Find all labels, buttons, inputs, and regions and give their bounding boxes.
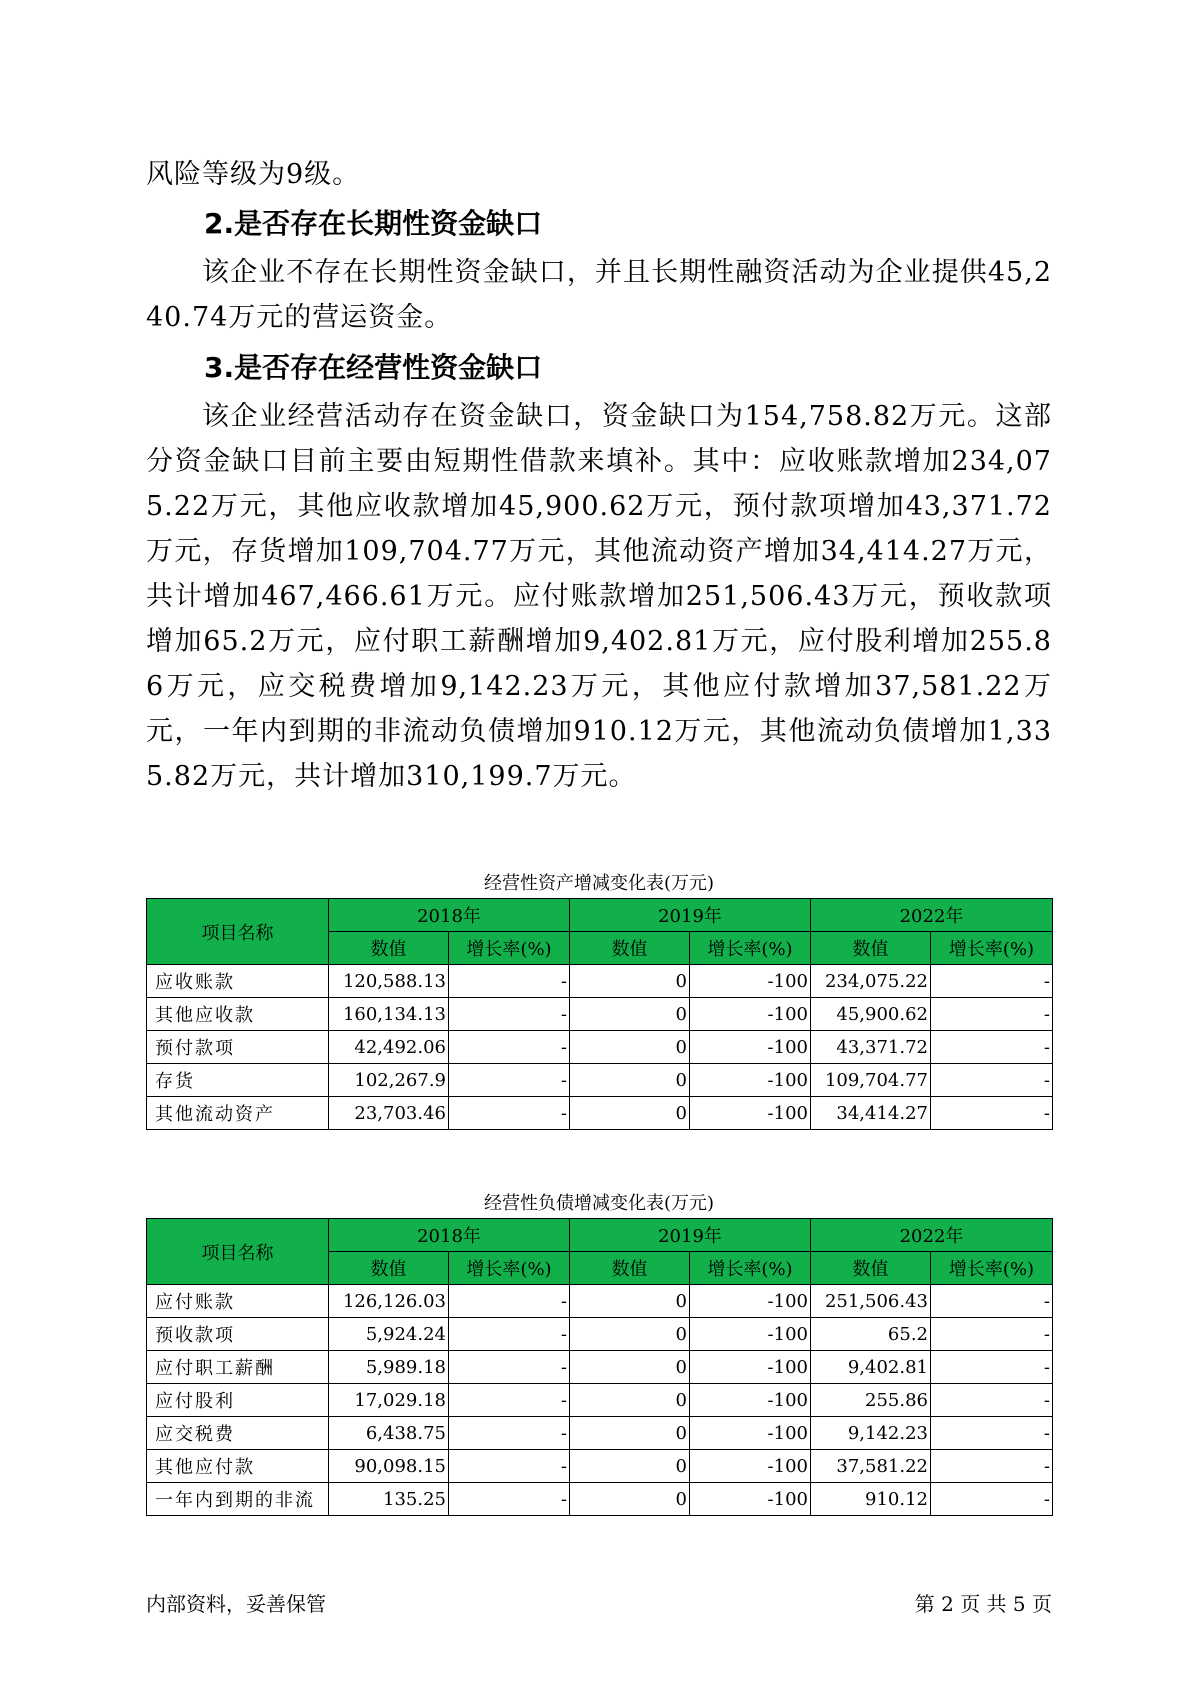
cell-value-2022: 37,581.22 bbox=[811, 1450, 931, 1483]
cell-growth-2018: - bbox=[449, 1384, 570, 1417]
cell-value-2019: 0 bbox=[570, 1450, 690, 1483]
paragraph-operating-gap: 该企业经营活动存在资金缺口，资金缺口为154,758.82万元。这部分资金缺口目前主要由短期性借款来填补。其中：应收账款增加234,075.22万元，其他应收款增加45,900.62万元，预付款项增加43,371.72万元，存货增加109,704.77万元，其他流动资产增加34,414.27万元，共计增加467,466.61万元。应付账款增加251,506.43万元，预收款项增加65.2万元，应付职工薪酬增加9,402.81万元，应付股利增加255.86万元，应交税费增加9,142.23万元，其他应付款增加37,581.22万元，一年内到期的非流动负债增加910.12万元，其他流动负债增加1,335.82万元，共计增加310,199.7万元。 bbox=[146, 401, 1052, 792]
table-row bbox=[147, 1031, 1053, 1064]
cell-value-2019: 0 bbox=[570, 1384, 690, 1417]
cell-growth-2018: - bbox=[449, 1351, 570, 1384]
cell-value-2022: 45,900.62 bbox=[811, 998, 931, 1031]
cell-growth-2022: - bbox=[931, 1318, 1053, 1351]
header-value: 数值 bbox=[329, 1252, 449, 1285]
cell-value-2022: 251,506.43 bbox=[811, 1285, 931, 1318]
table-row bbox=[147, 1450, 1053, 1483]
header-year-2022: 2022年 bbox=[811, 899, 1053, 932]
cell-growth-2018: - bbox=[449, 1417, 570, 1450]
header-growth: 增长率(%) bbox=[690, 932, 811, 965]
header-value: 数值 bbox=[570, 1252, 690, 1285]
heading-operating-gap: 3.是否存在经营性资金缺口 bbox=[204, 351, 543, 384]
cell-item-name: 应交税费 bbox=[147, 1417, 329, 1450]
table-row bbox=[147, 1097, 1053, 1130]
cell-value-2019: 0 bbox=[570, 1318, 690, 1351]
table-row bbox=[147, 1483, 1053, 1516]
table-row bbox=[147, 1351, 1053, 1384]
cell-value-2019: 0 bbox=[570, 998, 690, 1031]
cell-item-name: 其他流动资产 bbox=[147, 1097, 329, 1130]
cell-value-2022: 9,402.81 bbox=[811, 1351, 931, 1384]
cell-growth-2019: -100 bbox=[690, 1450, 811, 1483]
cell-growth-2022: - bbox=[931, 1417, 1053, 1450]
cell-item-name: 其他应收款 bbox=[147, 998, 329, 1031]
paragraph-long-term-gap: 该企业不存在长期性资金缺口，并且长期性融资活动为企业提供45,240.74万元的营运资金。 bbox=[146, 257, 1052, 333]
cell-growth-2019: -100 bbox=[690, 1064, 811, 1097]
cell-growth-2018: - bbox=[449, 998, 570, 1031]
footer-confidential-note: 内部资料，妥善保管 bbox=[146, 1592, 326, 1616]
cell-value-2022: 234,075.22 bbox=[811, 965, 931, 998]
table-row bbox=[147, 998, 1053, 1031]
cell-growth-2018: - bbox=[449, 1031, 570, 1064]
header-growth: 增长率(%) bbox=[931, 1252, 1053, 1285]
header-growth: 增长率(%) bbox=[690, 1252, 811, 1285]
cell-item-name: 应付职工薪酬 bbox=[147, 1351, 329, 1384]
cell-growth-2018: - bbox=[449, 1483, 570, 1516]
table-row bbox=[147, 965, 1053, 998]
cell-growth-2022: - bbox=[931, 998, 1053, 1031]
cell-value-2022: 65.2 bbox=[811, 1318, 931, 1351]
cell-value-2018: 42,492.06 bbox=[329, 1031, 449, 1064]
cell-growth-2018: - bbox=[449, 1097, 570, 1130]
table-row bbox=[147, 1318, 1053, 1351]
header-value: 数值 bbox=[811, 1252, 931, 1285]
header-growth: 增长率(%) bbox=[449, 1252, 570, 1285]
cell-growth-2019: -100 bbox=[690, 1417, 811, 1450]
cell-growth-2022: - bbox=[931, 1064, 1053, 1097]
cell-value-2018: 135.25 bbox=[329, 1483, 449, 1516]
cell-value-2018: 5,989.18 bbox=[329, 1351, 449, 1384]
cell-growth-2019: -100 bbox=[690, 1351, 811, 1384]
header-item-name: 项目名称 bbox=[147, 899, 329, 965]
cell-value-2019: 0 bbox=[570, 1351, 690, 1384]
cell-value-2019: 0 bbox=[570, 1097, 690, 1130]
cell-growth-2022: - bbox=[931, 965, 1053, 998]
cell-growth-2018: - bbox=[449, 1064, 570, 1097]
cell-value-2018: 126,126.03 bbox=[329, 1285, 449, 1318]
cell-growth-2022: - bbox=[931, 1351, 1053, 1384]
cell-growth-2019: -100 bbox=[690, 1483, 811, 1516]
table-row bbox=[147, 1417, 1053, 1450]
cell-value-2018: 5,924.24 bbox=[329, 1318, 449, 1351]
header-value: 数值 bbox=[811, 932, 931, 965]
cell-growth-2018: - bbox=[449, 1450, 570, 1483]
cell-item-name: 其他应付款 bbox=[147, 1450, 329, 1483]
cell-value-2018: 6,438.75 bbox=[329, 1417, 449, 1450]
header-value: 数值 bbox=[329, 932, 449, 965]
cell-growth-2019: -100 bbox=[690, 1285, 811, 1318]
cell-growth-2022: - bbox=[931, 1483, 1053, 1516]
footer-page-number: 第 2 页 共 5 页 bbox=[914, 1592, 1052, 1616]
cell-value-2022: 34,414.27 bbox=[811, 1097, 931, 1130]
cell-item-name: 应付账款 bbox=[147, 1285, 329, 1318]
cell-growth-2022: - bbox=[931, 1384, 1053, 1417]
cell-value-2019: 0 bbox=[570, 1064, 690, 1097]
cell-item-name: 预收款项 bbox=[147, 1318, 329, 1351]
heading-long-term-gap: 2.是否存在长期性资金缺口 bbox=[204, 207, 543, 240]
cell-value-2019: 0 bbox=[570, 1031, 690, 1064]
cell-value-2022: 43,371.72 bbox=[811, 1031, 931, 1064]
cell-value-2022: 910.12 bbox=[811, 1483, 931, 1516]
cell-value-2019: 0 bbox=[570, 1285, 690, 1318]
cell-value-2018: 23,703.46 bbox=[329, 1097, 449, 1130]
cell-growth-2018: - bbox=[449, 965, 570, 998]
header-value: 数值 bbox=[570, 932, 690, 965]
cell-value-2019: 0 bbox=[570, 965, 690, 998]
cell-growth-2019: -100 bbox=[690, 1318, 811, 1351]
cell-value-2022: 109,704.77 bbox=[811, 1064, 931, 1097]
cell-item-name: 一年内到期的非流 bbox=[147, 1483, 329, 1516]
cell-growth-2022: - bbox=[931, 1285, 1053, 1318]
cell-item-name: 预付款项 bbox=[147, 1031, 329, 1064]
table-caption-liabilities: 经营性负债增减变化表(万元) bbox=[483, 1193, 715, 1214]
cell-value-2022: 255.86 bbox=[811, 1384, 931, 1417]
cell-value-2019: 0 bbox=[570, 1483, 690, 1516]
header-year-2018: 2018年 bbox=[329, 1219, 570, 1252]
cell-growth-2022: - bbox=[931, 1031, 1053, 1064]
cell-growth-2018: - bbox=[449, 1285, 570, 1318]
cell-item-name: 应收账款 bbox=[147, 965, 329, 998]
cell-item-name: 存货 bbox=[147, 1064, 329, 1097]
cell-growth-2019: -100 bbox=[690, 998, 811, 1031]
cell-value-2018: 17,029.18 bbox=[329, 1384, 449, 1417]
cell-growth-2019: -100 bbox=[690, 965, 811, 998]
paragraph-risk-level: 风险等级为9级。 bbox=[146, 159, 361, 190]
header-year-2019: 2019年 bbox=[570, 1219, 811, 1252]
header-year-2019: 2019年 bbox=[570, 899, 811, 932]
header-growth: 增长率(%) bbox=[931, 932, 1053, 965]
cell-growth-2022: - bbox=[931, 1450, 1053, 1483]
cell-growth-2018: - bbox=[449, 1318, 570, 1351]
table-row bbox=[147, 1064, 1053, 1097]
header-year-2022: 2022年 bbox=[811, 1219, 1053, 1252]
cell-value-2022: 9,142.23 bbox=[811, 1417, 931, 1450]
cell-value-2018: 90,098.15 bbox=[329, 1450, 449, 1483]
cell-value-2018: 160,134.13 bbox=[329, 998, 449, 1031]
cell-growth-2019: -100 bbox=[690, 1031, 811, 1064]
cell-value-2019: 0 bbox=[570, 1417, 690, 1450]
table-row bbox=[147, 1384, 1053, 1417]
header-item-name: 项目名称 bbox=[147, 1219, 329, 1285]
cell-growth-2022: - bbox=[931, 1097, 1053, 1130]
header-growth: 增长率(%) bbox=[449, 932, 570, 965]
table-row bbox=[147, 1285, 1053, 1318]
cell-item-name: 应付股利 bbox=[147, 1384, 329, 1417]
assets-change-table bbox=[146, 898, 1053, 1130]
header-year-2018: 2018年 bbox=[329, 899, 570, 932]
table-caption-assets: 经营性资产增减变化表(万元) bbox=[483, 873, 715, 894]
liabilities-change-table bbox=[146, 1218, 1053, 1516]
cell-growth-2019: -100 bbox=[690, 1097, 811, 1130]
cell-growth-2019: -100 bbox=[690, 1384, 811, 1417]
cell-value-2018: 120,588.13 bbox=[329, 965, 449, 998]
cell-value-2018: 102,267.9 bbox=[329, 1064, 449, 1097]
